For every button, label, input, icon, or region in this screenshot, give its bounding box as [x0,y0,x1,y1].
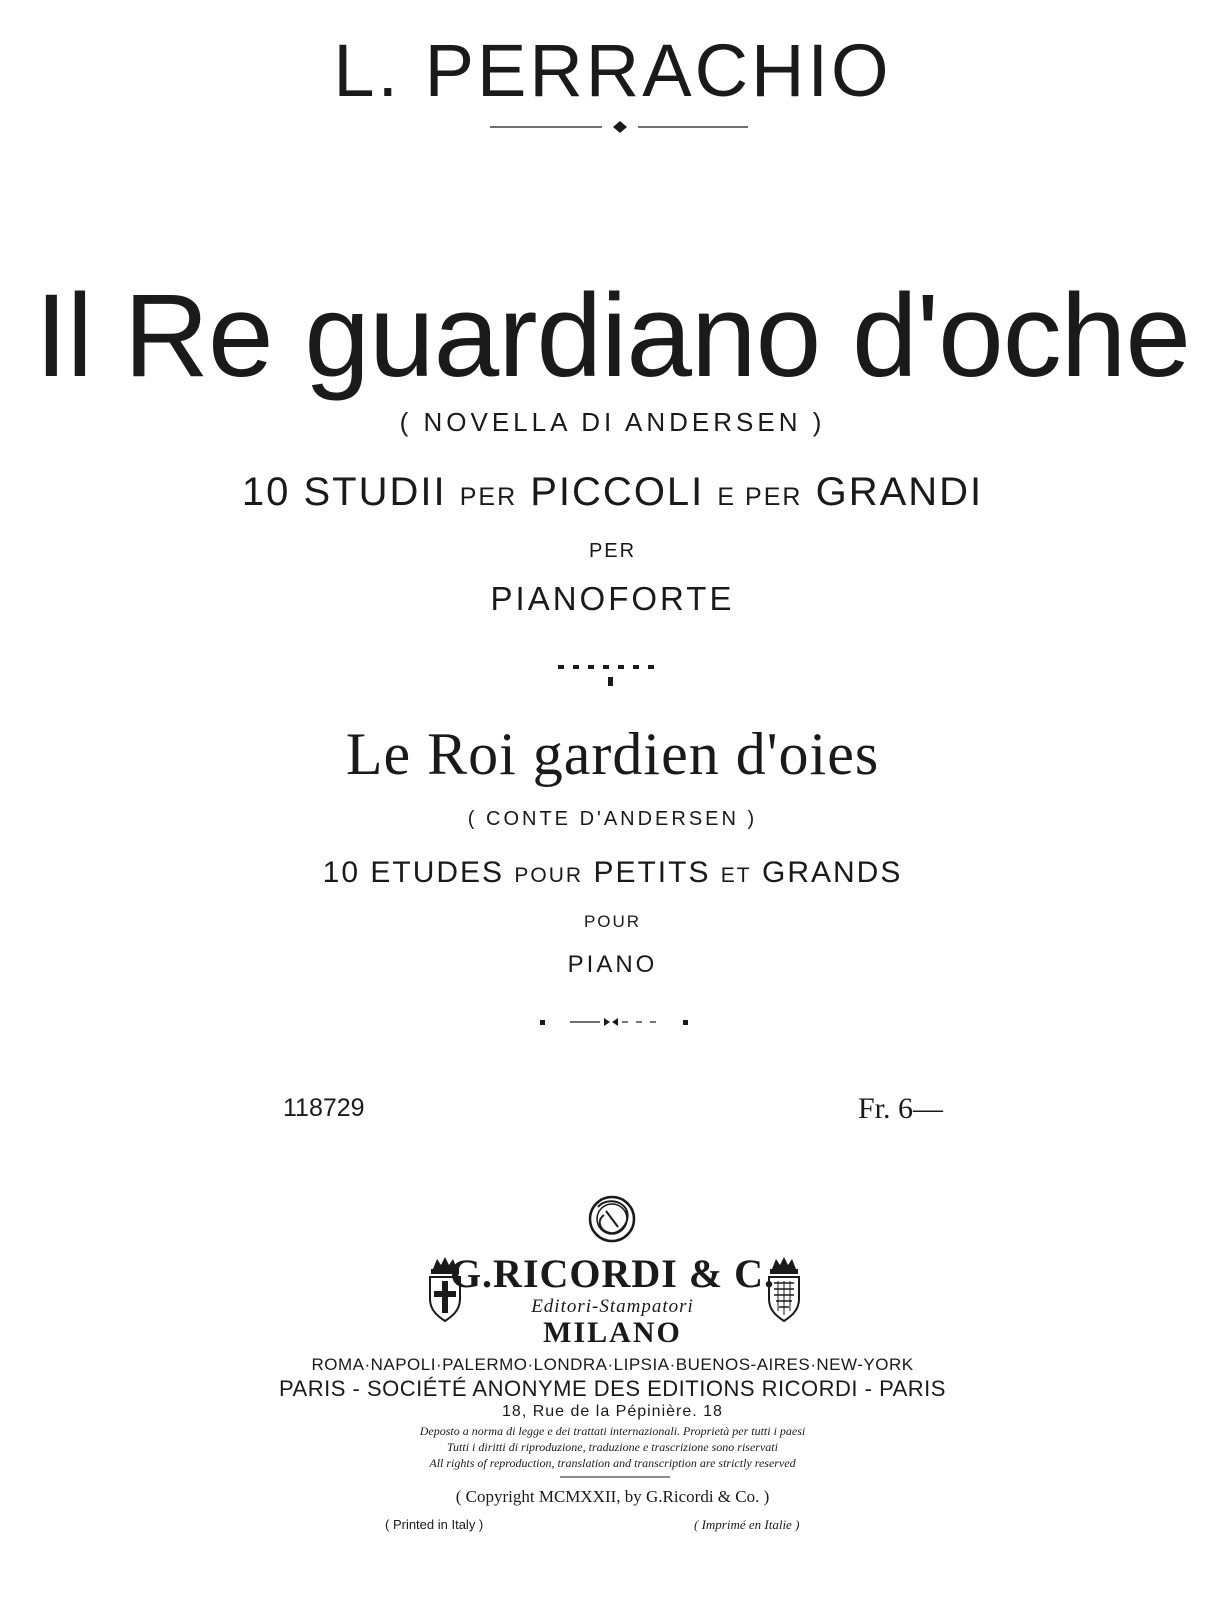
publisher-name: G.RICORDI & C. [449,1251,776,1296]
instrument-italian: PIANOFORTE [490,580,735,617]
publisher-city: MILANO [543,1316,682,1349]
studies-per: PER [459,483,518,511]
divider-dots-middle [558,665,668,687]
publisher-address: 18, Rue de la Pépinière. 18 [502,1403,723,1420]
catalog-number: 118729 [283,1094,365,1122]
legal-line-2: Tutti i diritti di riproduzione, traduzione e trascrizione sono riservati [447,1440,778,1454]
etudes-grands: GRANDS [761,856,903,889]
studies-word: STUDII [303,470,447,514]
publisher-paris: PARIS - SOCIÉTÉ ANONYME DES EDITIONS RICORDI - PARIS [279,1376,946,1401]
studies-grandi: GRANDI [815,470,984,514]
studies-line-italian [0,470,1225,515]
ricordi-logo-icon [582,1193,642,1245]
composer-name: L. PERRACHIO [333,29,892,112]
subtitle-italian: ( NOVELLA DI ANDERSEN ) [399,407,826,437]
divider-ornament-bottom [540,1015,700,1029]
legal-divider [560,1474,670,1480]
price: Fr. 6— [858,1092,944,1125]
imprime-en-italie: ( Imprimé en Italie ) [694,1517,800,1532]
legal-line-1: Deposto a norma di legge e dei trattati internazionali. Proprietà per tutti i paesi [419,1424,806,1438]
instrument-french: PIANO [567,951,658,978]
pour-label: POUR [583,912,642,931]
legal-line-3: All rights of reproduction, translation and transcription are strictly reserved [429,1456,796,1470]
per-label: PER [588,540,637,562]
etudes-et: ET [720,864,752,887]
title-italian: Il Re guardiano d'oche [34,270,1191,402]
subtitle-french: ( CONTE D'ANDERSEN ) [467,808,758,830]
printed-in-italy: ( Printed in Italy ) [385,1517,484,1532]
title-french: Le Roi gardien d'oies [345,721,880,787]
studies-number: 10 [241,470,291,514]
studies-piccoli: PICCOLI [530,470,705,514]
etudes-petits: PETITS [593,856,711,889]
etudes-pour: POUR [514,864,584,887]
publisher-branches: ROMA·NAPOLI·PALERMO·LONDRA·LIPSIA·BUENOS-AIRES·NEW-YORK [311,1355,914,1374]
studies-e-per: E PER [717,483,803,511]
copyright-notice: ( Copyright MCMXXII, by G.Ricordi & Co. ) [455,1487,770,1506]
divider-ornament-top [490,118,750,136]
etudes-number: 10 [322,856,361,889]
etudes-word: ETUDES [370,856,505,889]
studies-line-french [0,856,1225,890]
publisher-subtitle: Editori-Stampatori [531,1296,694,1317]
